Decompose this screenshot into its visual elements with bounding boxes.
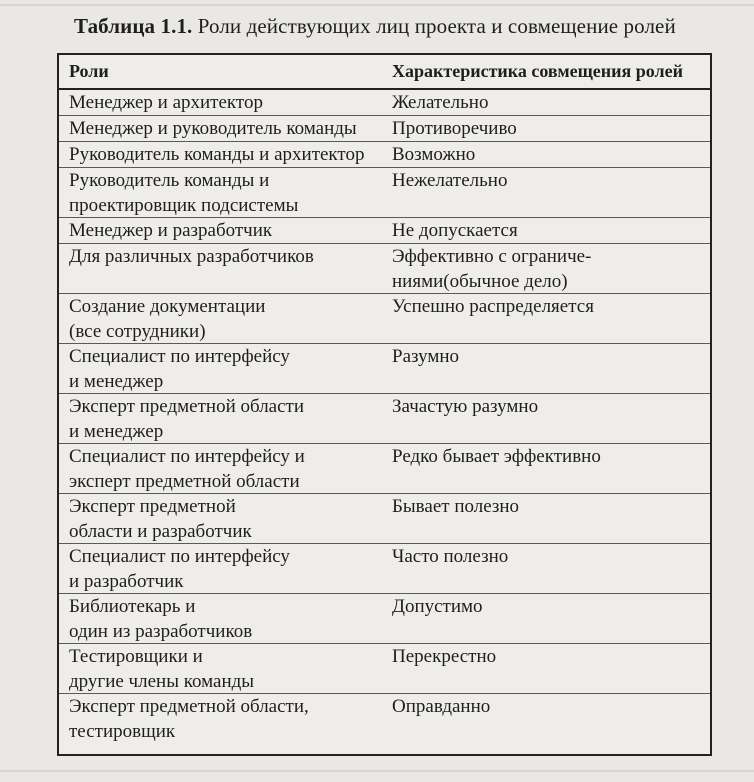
value-cell: ниями(обычное дело)	[392, 271, 568, 292]
table-row	[59, 544, 710, 594]
role-cell: эксперт предметной области	[69, 471, 300, 492]
header-roles: Роли	[69, 61, 109, 81]
role-cell: (все сотрудники)	[69, 321, 206, 342]
role-cell: и разработчик	[69, 571, 184, 592]
value-cell: Эффективно с ограниче-	[392, 246, 592, 267]
role-cell: один из разработчиков	[69, 621, 253, 642]
role-cell: Специалист по интерфейсу	[69, 346, 290, 367]
value-cell: Разумно	[392, 346, 460, 367]
role-cell: и менеджер	[69, 421, 164, 442]
role-cell: Эксперт предметной области,	[69, 696, 309, 717]
role-cell: другие члены команды	[69, 671, 255, 692]
table-row	[59, 344, 710, 394]
role-cell: Эксперт предметной	[69, 496, 236, 517]
role-cell: Менеджер и руководитель команды	[69, 118, 357, 139]
value-cell: Редко бывает эффективно	[392, 446, 601, 467]
role-cell: Специалист по интерфейсу	[69, 546, 290, 567]
role-cell: Руководитель команды и	[69, 170, 270, 191]
role-cell: Эксперт предметной области	[69, 396, 305, 417]
table-row	[59, 116, 710, 142]
role-cell: Руководитель команды и архитектор	[69, 144, 365, 165]
role-cell: Специалист по интерфейсу и	[69, 446, 305, 467]
table-row	[59, 244, 710, 294]
value-cell: Желательно	[392, 92, 489, 113]
table-row	[59, 594, 710, 644]
value-cell: Нежелательно	[392, 170, 508, 191]
value-cell: Не допускается	[392, 220, 518, 241]
roles-table	[57, 53, 712, 756]
role-cell: проектировщик подсистемы	[69, 195, 299, 216]
role-cell: Создание документации	[69, 296, 266, 317]
table-row	[59, 218, 710, 244]
value-cell: Противоречиво	[392, 118, 517, 139]
table-header-row	[59, 55, 710, 90]
value-cell: Оправданно	[392, 696, 491, 717]
table-row	[59, 444, 710, 494]
role-cell: Менеджер и архитектор	[69, 92, 263, 113]
role-cell: тестировщик	[69, 721, 176, 742]
table-caption-label: Таблица 1.1.	[74, 14, 193, 38]
role-cell: Менеджер и разработчик	[69, 220, 273, 241]
value-cell: Перекрестно	[392, 646, 497, 667]
role-cell: Для различных разработчиков	[69, 246, 314, 267]
value-cell: Бывает полезно	[392, 496, 520, 517]
role-cell: Тестировщики и	[69, 646, 203, 667]
table-row	[59, 694, 710, 744]
role-cell: Библиотекарь и	[69, 596, 196, 617]
table-row	[59, 494, 710, 544]
table-row	[59, 168, 710, 218]
table-row	[59, 294, 710, 344]
value-cell: Зачастую разумно	[392, 396, 539, 417]
value-cell: Допустимо	[392, 596, 483, 617]
value-cell: Успешно распределяется	[392, 296, 594, 317]
table-row	[59, 90, 710, 116]
value-cell: Возможно	[392, 144, 476, 165]
header-characteristic: Характеристика совмещения ролей	[392, 61, 683, 81]
table-caption-text: Роли действующих лиц проекта и совмещение ролей	[192, 14, 676, 38]
table-row	[59, 644, 710, 694]
table-caption	[74, 14, 676, 39]
table-row	[59, 394, 710, 444]
role-cell: области и разработчик	[69, 521, 252, 542]
table-row	[59, 142, 710, 168]
role-cell: и менеджер	[69, 371, 164, 392]
value-cell: Часто полезно	[392, 546, 509, 567]
